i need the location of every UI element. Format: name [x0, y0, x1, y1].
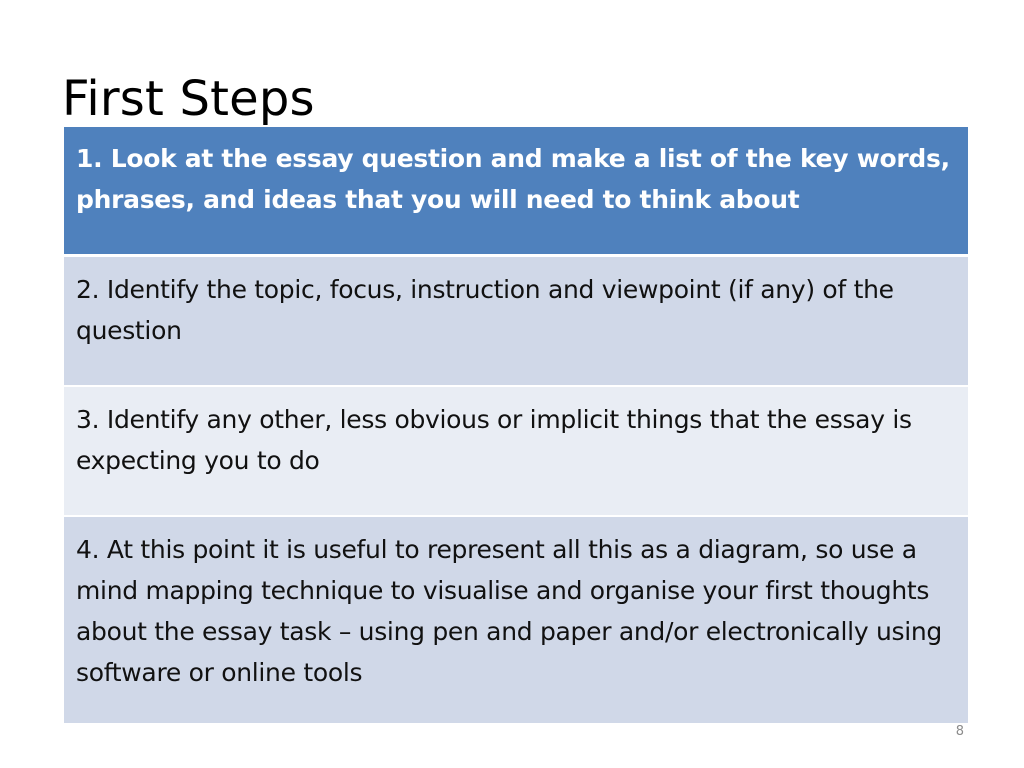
step-row-3: 3. Identify any other, less obvious or implicit things that the essay is expecting you to do — [64, 387, 968, 517]
step-row-4: 4. At this point it is useful to represent all this as a diagram, so use a mind mapping technique to visualise and organise your first thoughts about the essay task – using pen and paper and/or electronically using software or online tools — [64, 517, 968, 723]
slide-title: First Steps — [62, 71, 315, 127]
steps-table — [64, 127, 968, 723]
step-row-1: 1. Look at the essay question and make a list of the key words, phrases, and ideas that you will need to think about — [64, 127, 968, 257]
page-number: 8 — [955, 724, 964, 739]
step-row-2: 2. Identify the topic, focus, instruction and viewpoint (if any) of the question — [64, 257, 968, 387]
